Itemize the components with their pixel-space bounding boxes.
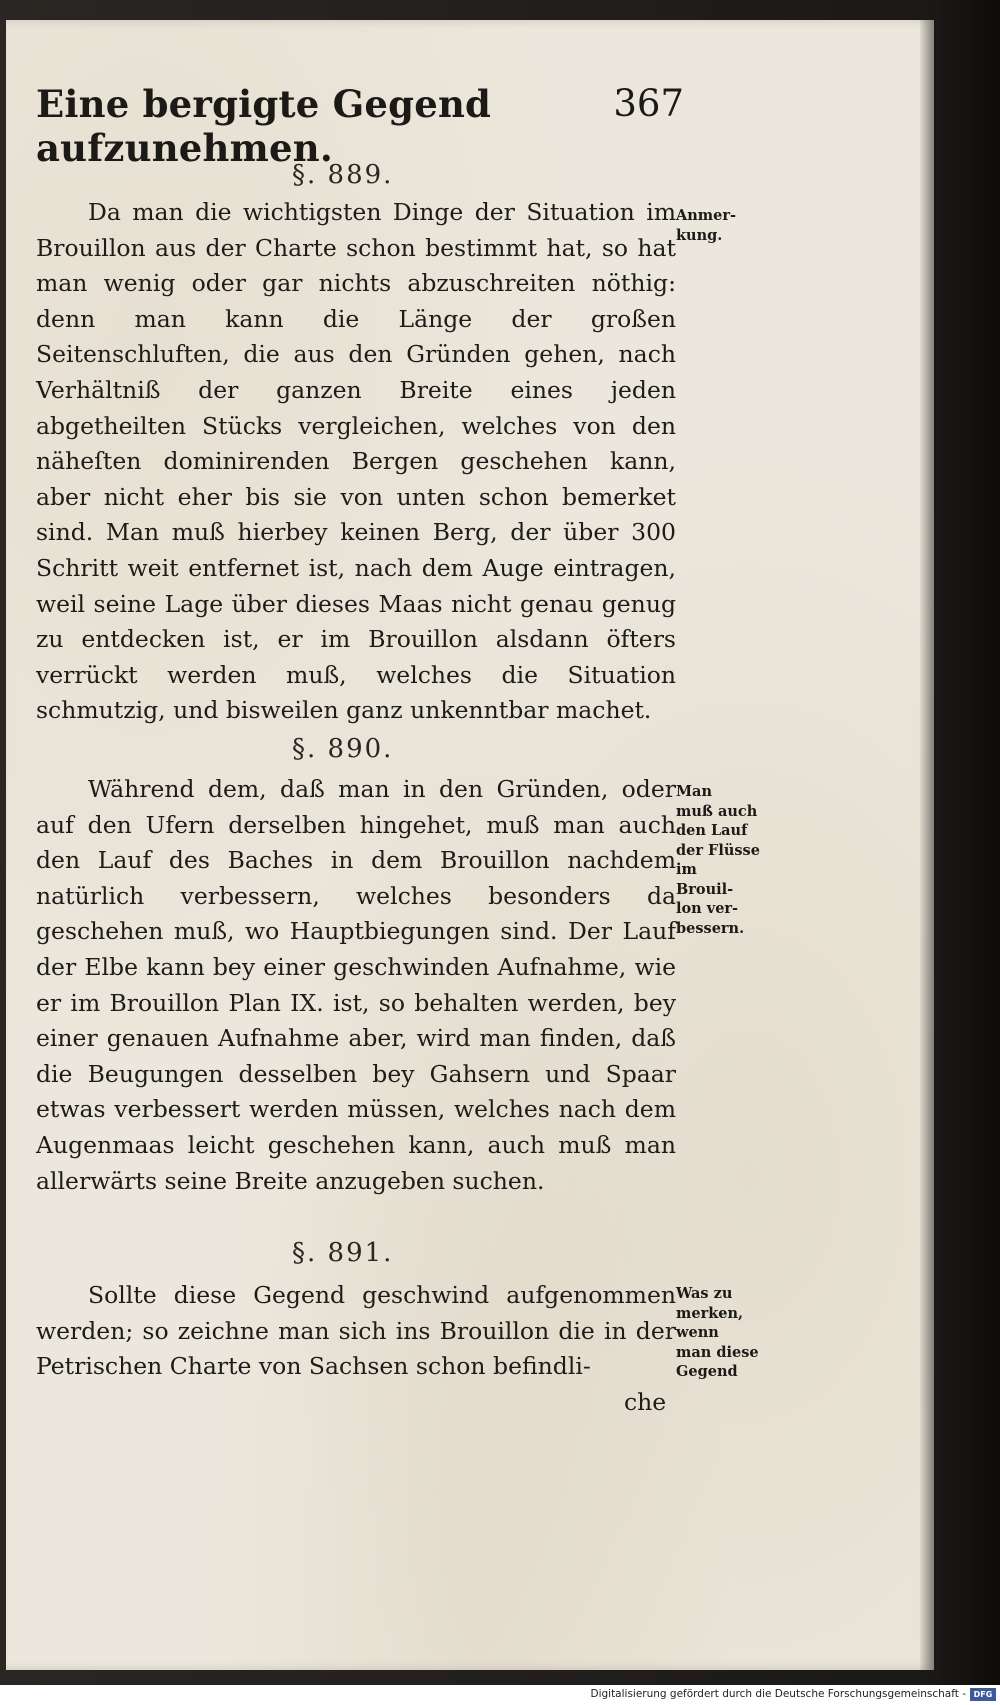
running-title: Eine bergigte Gegend aufzunehmen. <box>36 82 492 170</box>
catchword: che <box>624 1388 667 1416</box>
section-heading-891: §. 891. <box>292 1238 394 1268</box>
page-header <box>36 82 684 170</box>
paragraph-891: Sollte diese Gegend geschwind aufgenommen werden; so zeichne man sich ins Brouillon die in der Petrischen Charte von Sachsen schon befindli- <box>36 1281 676 1381</box>
section-text-889 <box>36 195 676 729</box>
margin-note-890: Man muß auch den Lauf der Flüsse im Brouil- lon ver- bessern. <box>676 783 760 937</box>
digitization-credit: Digitalisierung gefördert durch die Deutsche Forschungsgemeinschaft - <box>590 1688 966 1700</box>
section-heading-889: §. 889. <box>292 160 394 190</box>
paragraph-889: Da man die wichtigsten Dinge der Situation im Brouillon aus der Charte schon bestimmt hat, so hat man wenig oder gar nichts abzuschreiten nöthig: denn man kann die Länge der großen Seitenschluften, die aus den Gründen gehen, nach Verhältniß der ganzen Breite eines jeden abgetheilten Stücks vergleichen, welches von den näheſten dominirenden Bergen geschehen kann, aber nicht eher bis sie von unten schon bemerket sind. Man muß hierbey keinen Berg, der über 300 Schritt weit entfernet ist, nach dem Auge eintragen, weil seine Lage über dieses Maas nicht genau genug zu entdecken ist, er im Brouillon alsdann öfters verrückt werden muß, welches die Situation schmutzig, und bisweilen ganz unkenntbar machet. <box>36 198 676 725</box>
page-number: 367 <box>613 82 684 125</box>
section-heading-890: §. 890. <box>292 734 394 764</box>
dfg-logo-icon: DFG <box>970 1688 996 1701</box>
page-edge-shadow <box>920 20 934 1670</box>
margin-note-891: Was zu merken, wenn man diese Gegend <box>676 1285 759 1380</box>
section-text-890 <box>36 772 676 1199</box>
paragraph-890: Während dem, daß man in den Gründen, oder auf den Ufern derselben hingehet, muß man auch den Lauf des Baches in dem Brouillon nachdem natürlich verbessern, welches besonders da geschehen muß, wo Hauptbiegungen sind. Der Lauf der Elbe kann bey einer geschwinden Aufnahme, wie er im Brouillon Plan IX. ist, so behalten werden, bey einer genauen Aufnahme aber, wird man finden, daß die Beugungen desselben bey Gahsern und Spaar etwas verbessert werden müssen, welches nach dem Augenmaas leicht geschehen kann, auch muß man allerwärts seine Breite anzugeben suchen. <box>36 775 676 1195</box>
margin-note-889: Anmer- kung. <box>676 207 737 244</box>
section-text-891 <box>36 1278 676 1385</box>
